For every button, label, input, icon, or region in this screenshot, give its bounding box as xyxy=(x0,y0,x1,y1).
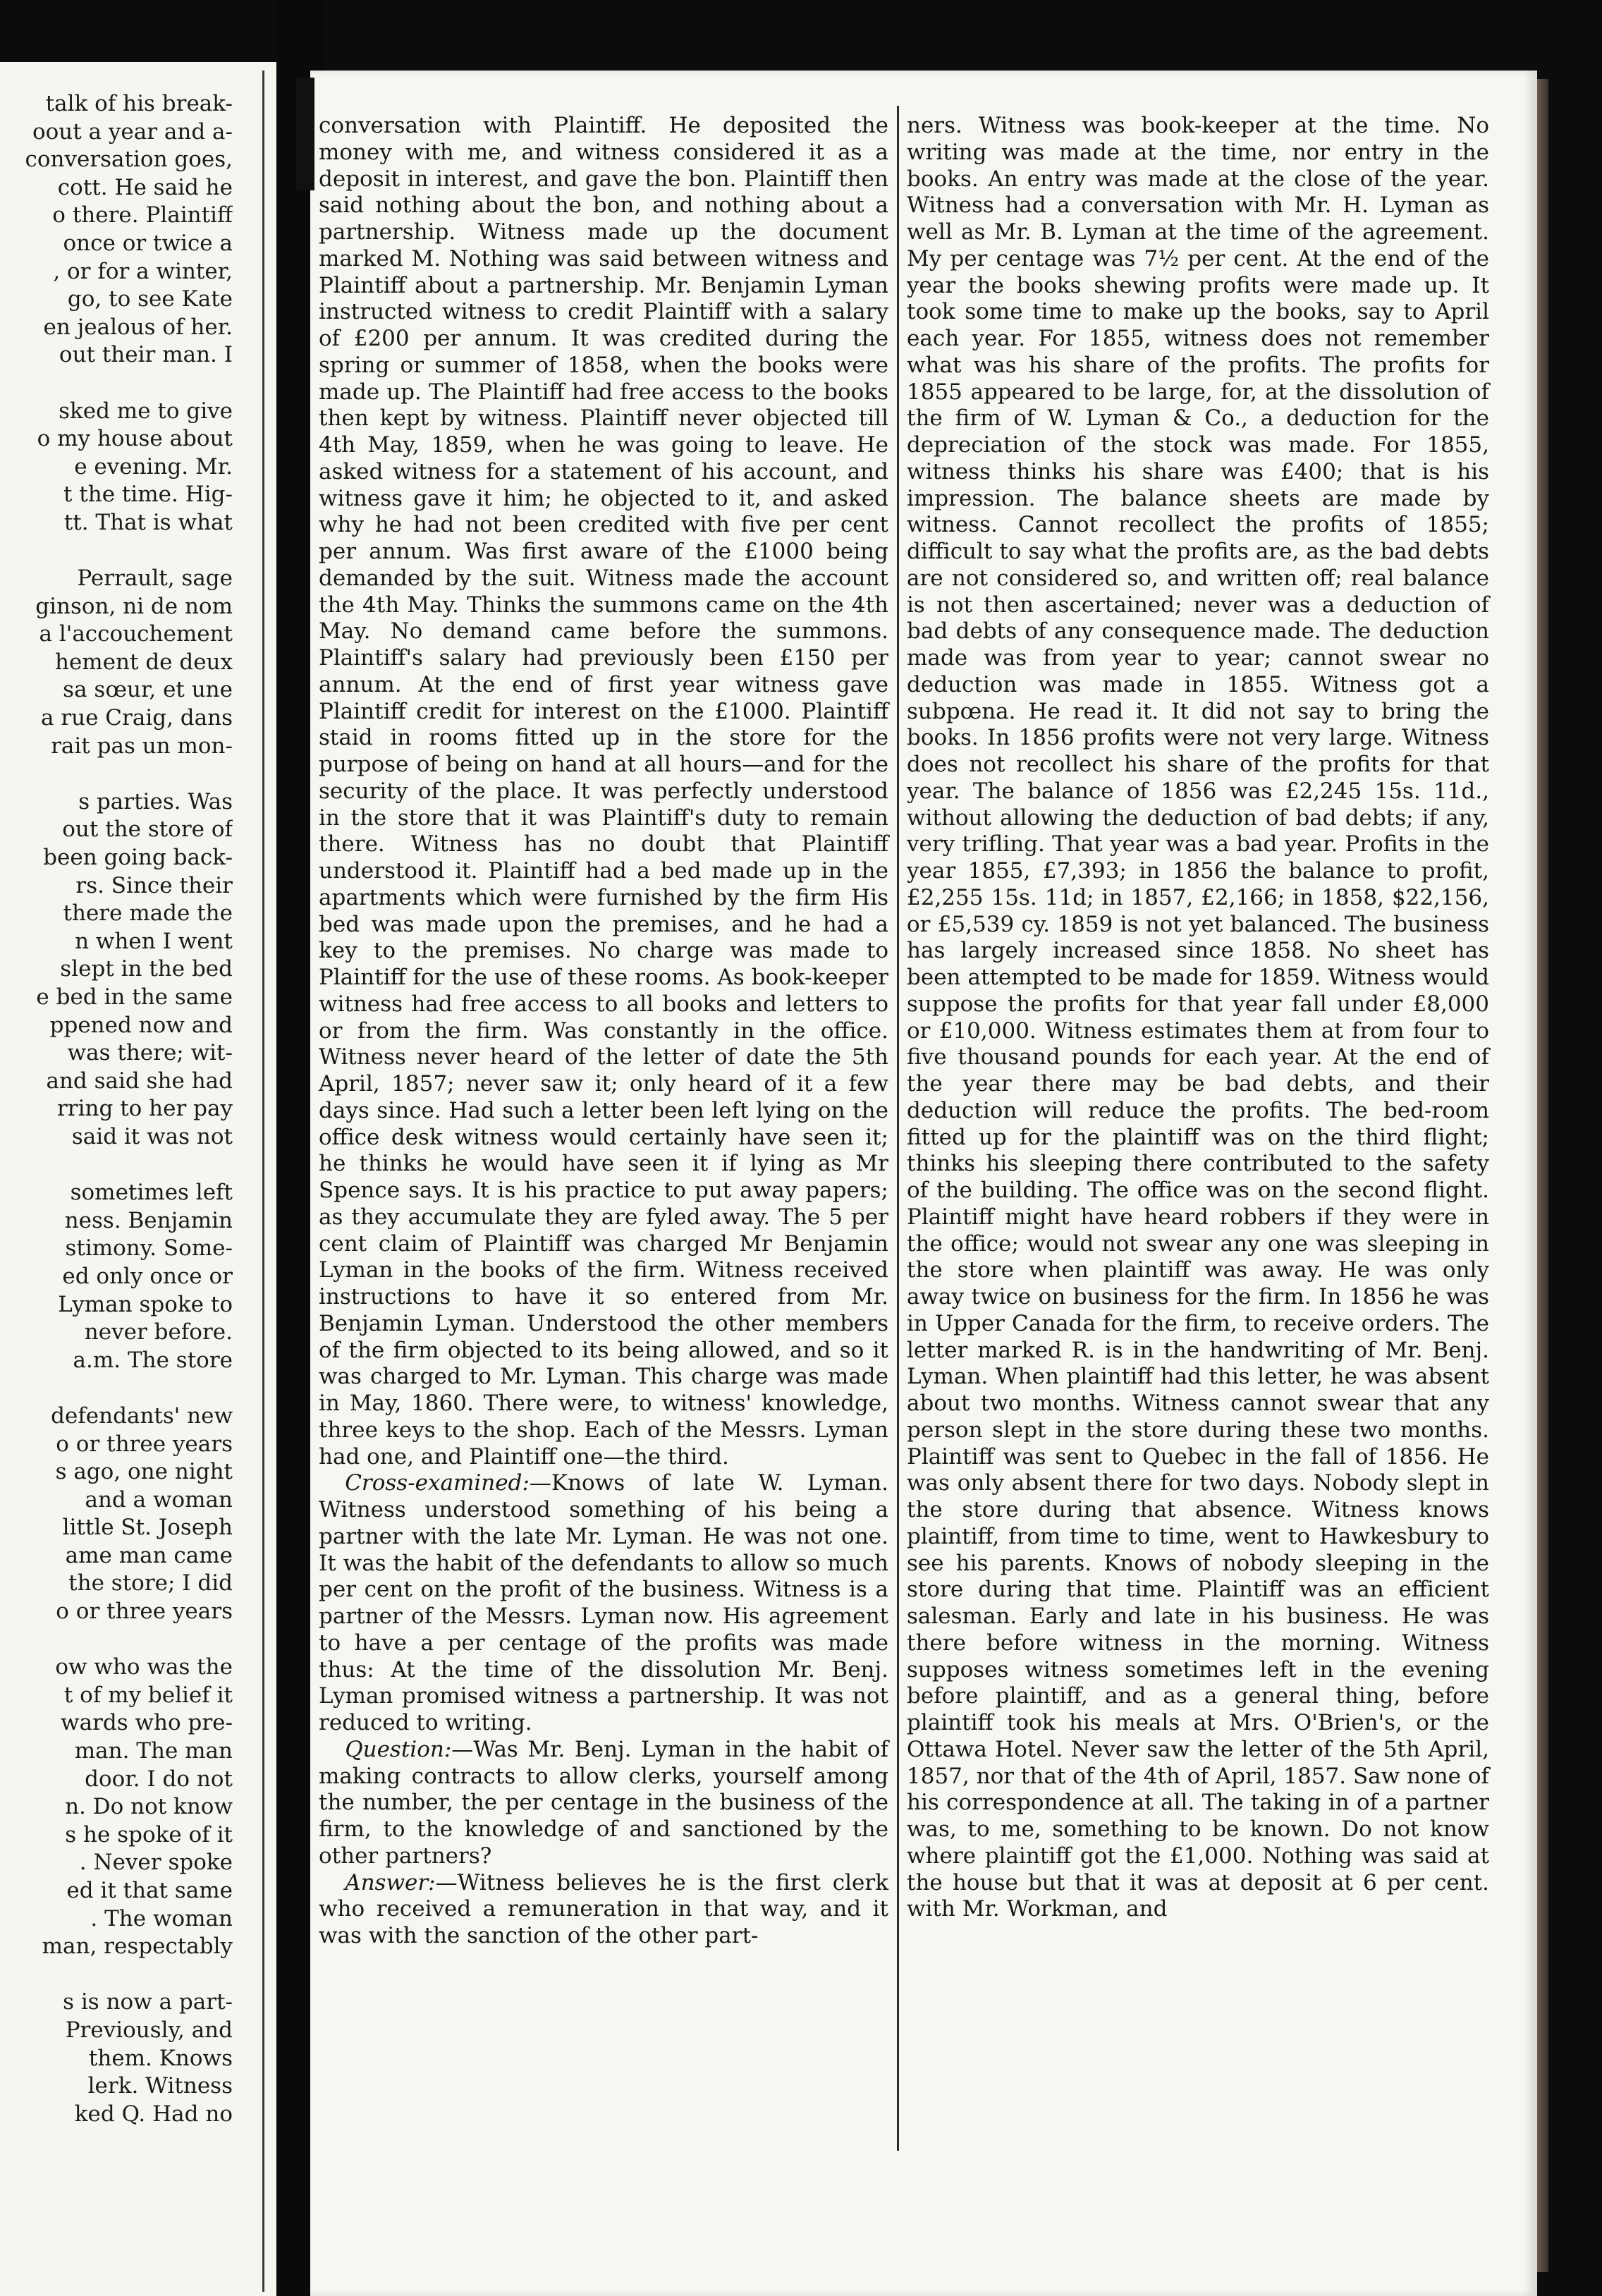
left-fragment-line: lerk. Witness xyxy=(87,2073,233,2099)
left-fragment-line: go, to see Kate xyxy=(67,286,233,312)
text-column-left xyxy=(319,113,888,1950)
column-divider xyxy=(897,106,899,2151)
text-question: —Was Mr. Benj. Lyman in the habit of making contracts to allow clerks, yourself among the number, the per centage in the business of the firm, to the knowledge of and sanctioned by the other partners? xyxy=(319,1736,888,1869)
left-fragment-line: and said she had xyxy=(46,1068,233,1094)
paragraph-testimony: conversation with Plaintiff. He deposited the money with me, and witness considered it as a deposit in interest, and gave the bon. Plaintiff then said nothing about the bon, and nothing about a partnership. Witness made up the document marked M. Nothing was said between witness and Plaintiff about a partnership. Mr. Benjamin Lyman instructed witness to credit Plaintiff with a salary of £200 per annum. It was credited during the spring or summer of 1858, when the books were made up. The Plaintiff had free access to the books then kept by witness. Plaintiff never objected till 4th May, 1859, when he was going to leave. He asked witness for a statement of his account, and witness gave it him; he objected to it, and asked why he had not been credited with five per cent per annum. Was first aware of the £1000 being demanded by the suit. Witness made the account the 4th May. Thinks the summons came on the 4th May. No demand came before the summons. Plaintiff's salary had previously been £150 per annum. At the end of first year witness gave Plaintiff credit for interest on the £1000. Plaintiff staid in rooms fitted up in the store for the purpose of being on hand at all hours—and for the security of the place. It was perfectly understood in the store that it was Plaintiff's duty to remain there. Witness has no doubt that Plaintiff understood it. Plaintiff had a bed made up in the apartments which were furnished by the firm His bed was made upon the premises, and he had a key to the premises. No charge was made to Plaintiff for the use of these rooms. As book-keeper witness had free access to all books and letters to or from the firm. Was constantly in the office. Witness never heard of the letter of date the 5th April, 1857; never saw it; only heard of it a few days since. Had such a letter been left lying on the office desk witness would certainly have seen it; he thinks he would have seen it if lying as Mr Spence says. It is his practice to put away papers; as they accumulate they are fyled away. The 5 per cent claim of Plaintiff was charged Mr Benjamin Lyman in the books of the firm. Witness received instructions to have it so entered from Mr. Benjamin Lyman. Understood the other members of the firm objected to its being allowed, and so it was charged to Mr. Lyman. This charge was made in May, 1860. There were, to witness' knowledge, three keys to the shop. Each of the Messrs. Lyman had one, and Plaintiff one—the third. xyxy=(319,113,888,1470)
left-fragment-line: defendants' new xyxy=(51,1403,233,1429)
left-fragment-line xyxy=(0,537,233,566)
left-fragment-line: cott. He said he xyxy=(57,174,233,200)
left-fragment-line: Previously, and xyxy=(65,2017,233,2043)
left-fragment-line: t of my belief it xyxy=(63,1682,233,1708)
page-edge xyxy=(1537,79,1548,2272)
left-fragment-line xyxy=(0,1374,233,1403)
left-fragment-line: a.m. The store xyxy=(73,1347,233,1373)
left-fragment-line xyxy=(0,1961,233,1989)
left-fragment-line: sometimes left xyxy=(70,1180,233,1206)
left-fragment-line: o my house about xyxy=(37,426,233,452)
left-fragment-line: rs. Since their xyxy=(75,872,233,898)
left-fragment-line: o there. Plaintiff xyxy=(52,202,233,228)
left-fragment-line: out their man. I xyxy=(59,342,233,368)
left-fragment-line: e bed in the same xyxy=(36,984,233,1010)
left-fragment-line: them. Knows xyxy=(88,2045,233,2071)
left-fragment-line: once or twice a xyxy=(63,230,233,256)
left-fragment-line: ginson, ni de nom xyxy=(35,593,233,619)
left-fragment-line: Perrault, sage xyxy=(77,566,233,592)
left-fragment-line: rait pas un mon- xyxy=(51,733,233,759)
label-cross-examined: Cross-examined: xyxy=(345,1470,530,1496)
left-fragment-line: conversation goes, xyxy=(25,147,233,173)
label-question: Question: xyxy=(345,1736,452,1762)
left-page-fragment xyxy=(0,62,276,2296)
left-fragment-line: rring to her pay xyxy=(56,1096,233,1122)
left-fragment-line xyxy=(0,370,233,398)
left-fragment-line: a rue Craig, dans xyxy=(40,705,233,731)
spine-shadow xyxy=(296,78,314,190)
left-fragment-line: talk of his break- xyxy=(45,91,233,116)
left-fragment-line: ed only once or xyxy=(62,1263,233,1289)
left-fragment-line: ame man came xyxy=(65,1542,233,1568)
left-fragment-line: there made the xyxy=(63,900,233,927)
left-fragment-line: the store; I did xyxy=(68,1570,233,1596)
left-fragment-line: s he spoke of it xyxy=(65,1821,233,1848)
left-fragment-line: s is now a part- xyxy=(63,1989,233,2015)
paragraph-question xyxy=(319,1737,888,1870)
text-answer: —Witness believes he is the first clerk who received a remuneration in that way, and it was with the sanction of the other part- xyxy=(319,1869,888,1948)
left-fragment-line: was there; wit- xyxy=(67,1040,233,1066)
left-fragment-line: hement de deux xyxy=(54,649,233,675)
left-fragment-line: slept in the bed xyxy=(60,956,233,982)
text-column-right xyxy=(907,113,1489,1923)
left-fragment-line: door. I do not xyxy=(85,1766,233,1792)
left-fragment-line: stimony. Some- xyxy=(65,1235,233,1262)
left-page-text xyxy=(0,90,233,2128)
left-fragment-line: s parties. Was xyxy=(78,788,233,814)
left-fragment-line: Lyman spoke to xyxy=(58,1291,233,1317)
paragraph-answer xyxy=(319,1870,888,1950)
left-fragment-line: wards who pre- xyxy=(61,1710,233,1736)
left-fragment-line: a l'accouchement xyxy=(39,621,233,647)
left-fragment-line: and a woman xyxy=(85,1486,233,1513)
left-fragment-line: little St. Joseph xyxy=(62,1515,233,1541)
left-fragment-line: man, respectably xyxy=(42,1934,233,1960)
left-fragment-line: e evening. Mr. xyxy=(74,453,233,480)
left-fragment-line: out the store of xyxy=(62,817,233,843)
left-fragment-line: en jealous of her. xyxy=(43,314,233,340)
left-fragment-line: ed it that same xyxy=(66,1878,233,1903)
left-fragment-line: t the time. Hig- xyxy=(63,482,233,508)
left-fragment-line: , or for a winter, xyxy=(53,258,233,284)
left-fragment-line: n when I went xyxy=(75,928,233,954)
paragraph-testimony-continued: ners. Witness was book-keeper at the time. No writing was made at the time, nor entry in the books. An entry was made at the close of the year. Witness had a conversation with Mr. H. Lyman as well as Mr. B. Lyman at the time of the agreement. My per centage was 7½ per cent. At the end of the year the books shewing profits were made up. It took some time to make up the books, say to April each year. For 1855, witness does not remember what was his share of the profits. The profits for 1855 appeared to be large, for, at the dissolution of the firm of W. Lyman & Co., a deduction for the depreciation of the stock was made. For 1855, witness thinks his share was £400; that is his impression. The balance sheets are made by witness. Cannot recollect the profits of 1855; difficult to say what the profits are, as the bad debts are not considered so, and written off; real balance is not then ascertained; never was a deduction of bad debts of any consequence made. The deduction made was from year to year; cannot swear no deduction was made in 1855. Witness got a subpœna. He read it. It did not say to bring the books. In 1856 profits were not very large. Witness does not recollect his share of the profits for that year. The balance of 1856 was £2,245 15s. 11d., without allowing the deduction of bad debts; if any, very trifling. That year was a bad year. Profits in the year 1855, £7,393; in 1856 the balance to profit, £2,255 15s. 11d; in 1857, £2,166; in 1858, $22,156, or £5,539 cy. 1859 is not yet balanced. The business has largely increased since 1858. No sheet has been attempted to be made for 1859. Witness would suppose the profits for that year fall under £8,000 or £10,000. Witness estimates them at from four to five thousand pounds for each year. At the end of the year there may be bad debts, and their deduction will reduce the profits. The bed-room fitted up for the plaintiff was on the third flight; thinks his sleeping there contributed to the safety of the building. The office was on the second flight. Plaintiff might have heard robbers if they were in the office; would not swear any one was sleeping in the store when plaintiff was away. He was only away twice on business for the firm. In 1856 he was in Upper Canada for the firm, to receive orders. The letter marked R. is in the handwriting of Mr. Benj. Lyman. When plaintiff had this letter, he was absent about two months. Witness cannot swear that any person slept in the store during these two months. Plaintiff was sent to Quebec in the fall of 1856. He was only absent there for two days. Nobody slept in the store during that absence. Witness knows plaintiff, from time to time, went to Hawkesbury to see his parents. Knows of nobody sleeping in the store during that time. Plaintiff was an efficient salesman. Early and late in his business. He was there before witness in the morning. Witness supposes witness sometimes left in the evening before plaintiff, and as a general thing, before plaintiff took his meals at Mrs. O'Brien's, or the Ottawa Hotel. Never saw the letter of the 5th April, 1857, nor that of the 4th of April, 1857. Saw none of his correspondence at all. The taking in of a partner was, to me, something to be known. Do not know where plaintiff got the £1,000. Nothing was said at the house but that it was at deposit at 6 per cent. with Mr. Workman, and xyxy=(907,113,1489,1922)
left-fragment-line: ow who was the xyxy=(55,1654,233,1680)
left-fragment-line: o or three years xyxy=(56,1599,233,1625)
left-fragment-line: ked Q. Had no xyxy=(74,2101,233,2127)
text-cross-examined: —Knows of late W. Lyman. Witness understood something of his being a partner with the late Mr. Lyman. He was not one. It was the habit of the defendants to allow so much per cent on the profit of the business. Witness is a partner of the Messrs. Lyman now. His agreement to have a per centage of the profits was made thus: At the time of the dissolution Mr. Benj. Lyman promised witness a partnership. It was not reduced to writing. xyxy=(319,1470,888,1735)
left-page-edge xyxy=(262,71,264,2292)
left-fragment-line xyxy=(0,1626,233,1654)
left-fragment-line: sa sœur, et une xyxy=(63,677,233,703)
left-fragment-line: been going back- xyxy=(43,845,233,871)
left-fragment-line: never before. xyxy=(84,1319,233,1345)
paragraph-cross-examined xyxy=(319,1470,888,1737)
left-fragment-line: n. Do not know xyxy=(65,1794,233,1820)
left-fragment-line: o or three years xyxy=(56,1431,233,1457)
left-fragment-line: tt. That is what xyxy=(63,509,233,535)
left-fragment-line: . Never spoke xyxy=(79,1850,233,1876)
left-fragment-line: ppened now and xyxy=(49,1012,233,1038)
left-fragment-line: . The woman xyxy=(90,1905,233,1931)
left-fragment-line: sked me to give xyxy=(59,398,233,424)
label-answer: Answer: xyxy=(345,1869,436,1895)
left-fragment-line: oout a year and a- xyxy=(32,118,233,145)
left-fragment-line xyxy=(0,760,233,788)
left-fragment-line: man. The man xyxy=(74,1738,233,1764)
left-fragment-line: ness. Benjamin xyxy=(64,1207,233,1233)
left-fragment-line: said it was not xyxy=(71,1123,233,1149)
left-fragment-line: s ago, one night xyxy=(55,1459,233,1485)
left-fragment-line xyxy=(0,1152,233,1180)
